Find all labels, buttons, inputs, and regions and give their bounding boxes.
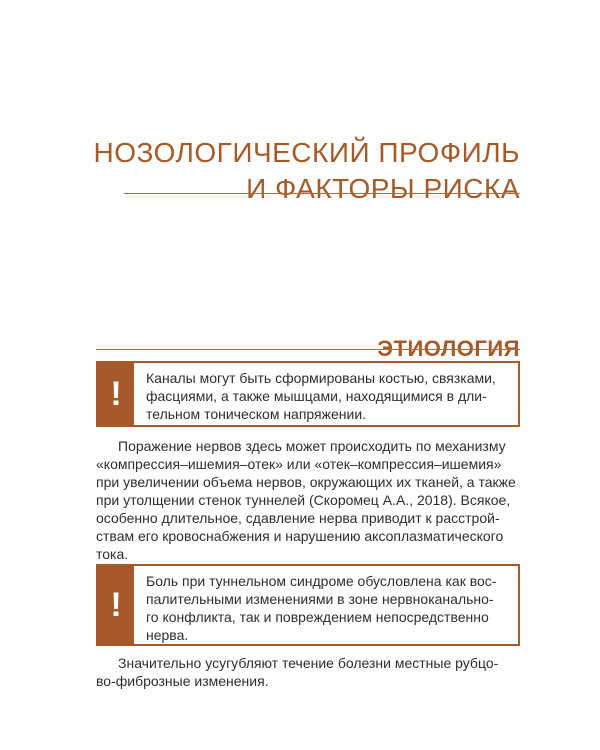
- callout-note-2: [96, 564, 520, 646]
- section-heading: ЭТИОЛОГИЯ: [377, 336, 520, 362]
- paragraph-line: тока.: [96, 546, 129, 562]
- paragraph-line: при увеличении объема нервов, окружающих их тканей, а также: [96, 474, 516, 490]
- chapter-title-line-1: НОЗОЛОГИЧЕСКИЙ ПРОФИЛЬ: [93, 136, 520, 168]
- paragraph-line: Значительно усугубляют течение болезни местные рубцо-: [118, 655, 499, 671]
- paragraph-line: во-фиброзные изменения.: [96, 673, 269, 689]
- callout-note-1: [96, 361, 520, 427]
- body-paragraph-1: [96, 437, 520, 563]
- paragraph-line: «компрессия–ишемия–отек» или «отек–компрессия–ишемия»: [96, 456, 502, 472]
- paragraph-line: особенно длительное, сдавление нерва приводит к расстрой-: [96, 510, 500, 526]
- paragraph-line: Поражение нервов здесь может происходить по механизму: [118, 438, 506, 454]
- callout-line: Боль при туннельном синдроме обусловлена как вос-: [146, 573, 497, 589]
- callout-line: фасциями, а также мышцами, находящимися в дли-: [146, 388, 487, 404]
- paragraph-line: при утолщении стенок туннелей (Скоромец А.А., 2018). Всякое,: [96, 492, 511, 508]
- callout-line: го конфликта, так и повреждением непосредственно: [146, 609, 489, 625]
- callout-line: тельном тоническом напряжении.: [146, 406, 367, 422]
- callout-line: нерва.: [146, 627, 189, 643]
- chapter-title: [93, 135, 520, 207]
- callout-text: [134, 363, 504, 425]
- chapter-title-underline: [124, 193, 520, 194]
- callout-line: палительными изменениями в зоне нервноканально-: [146, 591, 494, 607]
- chapter-title-line-2: И ФАКТОРЫ РИСКА: [246, 172, 520, 204]
- callout-bar: [98, 363, 134, 425]
- callout-text: [134, 566, 504, 644]
- section-heading-underline: [96, 349, 520, 350]
- exclamation-icon: !: [110, 375, 122, 413]
- callout-bar: [98, 566, 134, 644]
- body-paragraph-2: [96, 654, 520, 690]
- paragraph-line: ствам его кровоснабжения и нарушению аксоплазматического: [96, 528, 504, 544]
- exclamation-icon: !: [110, 586, 122, 624]
- callout-line: Каналы могут быть сформированы костью, связками,: [146, 370, 496, 386]
